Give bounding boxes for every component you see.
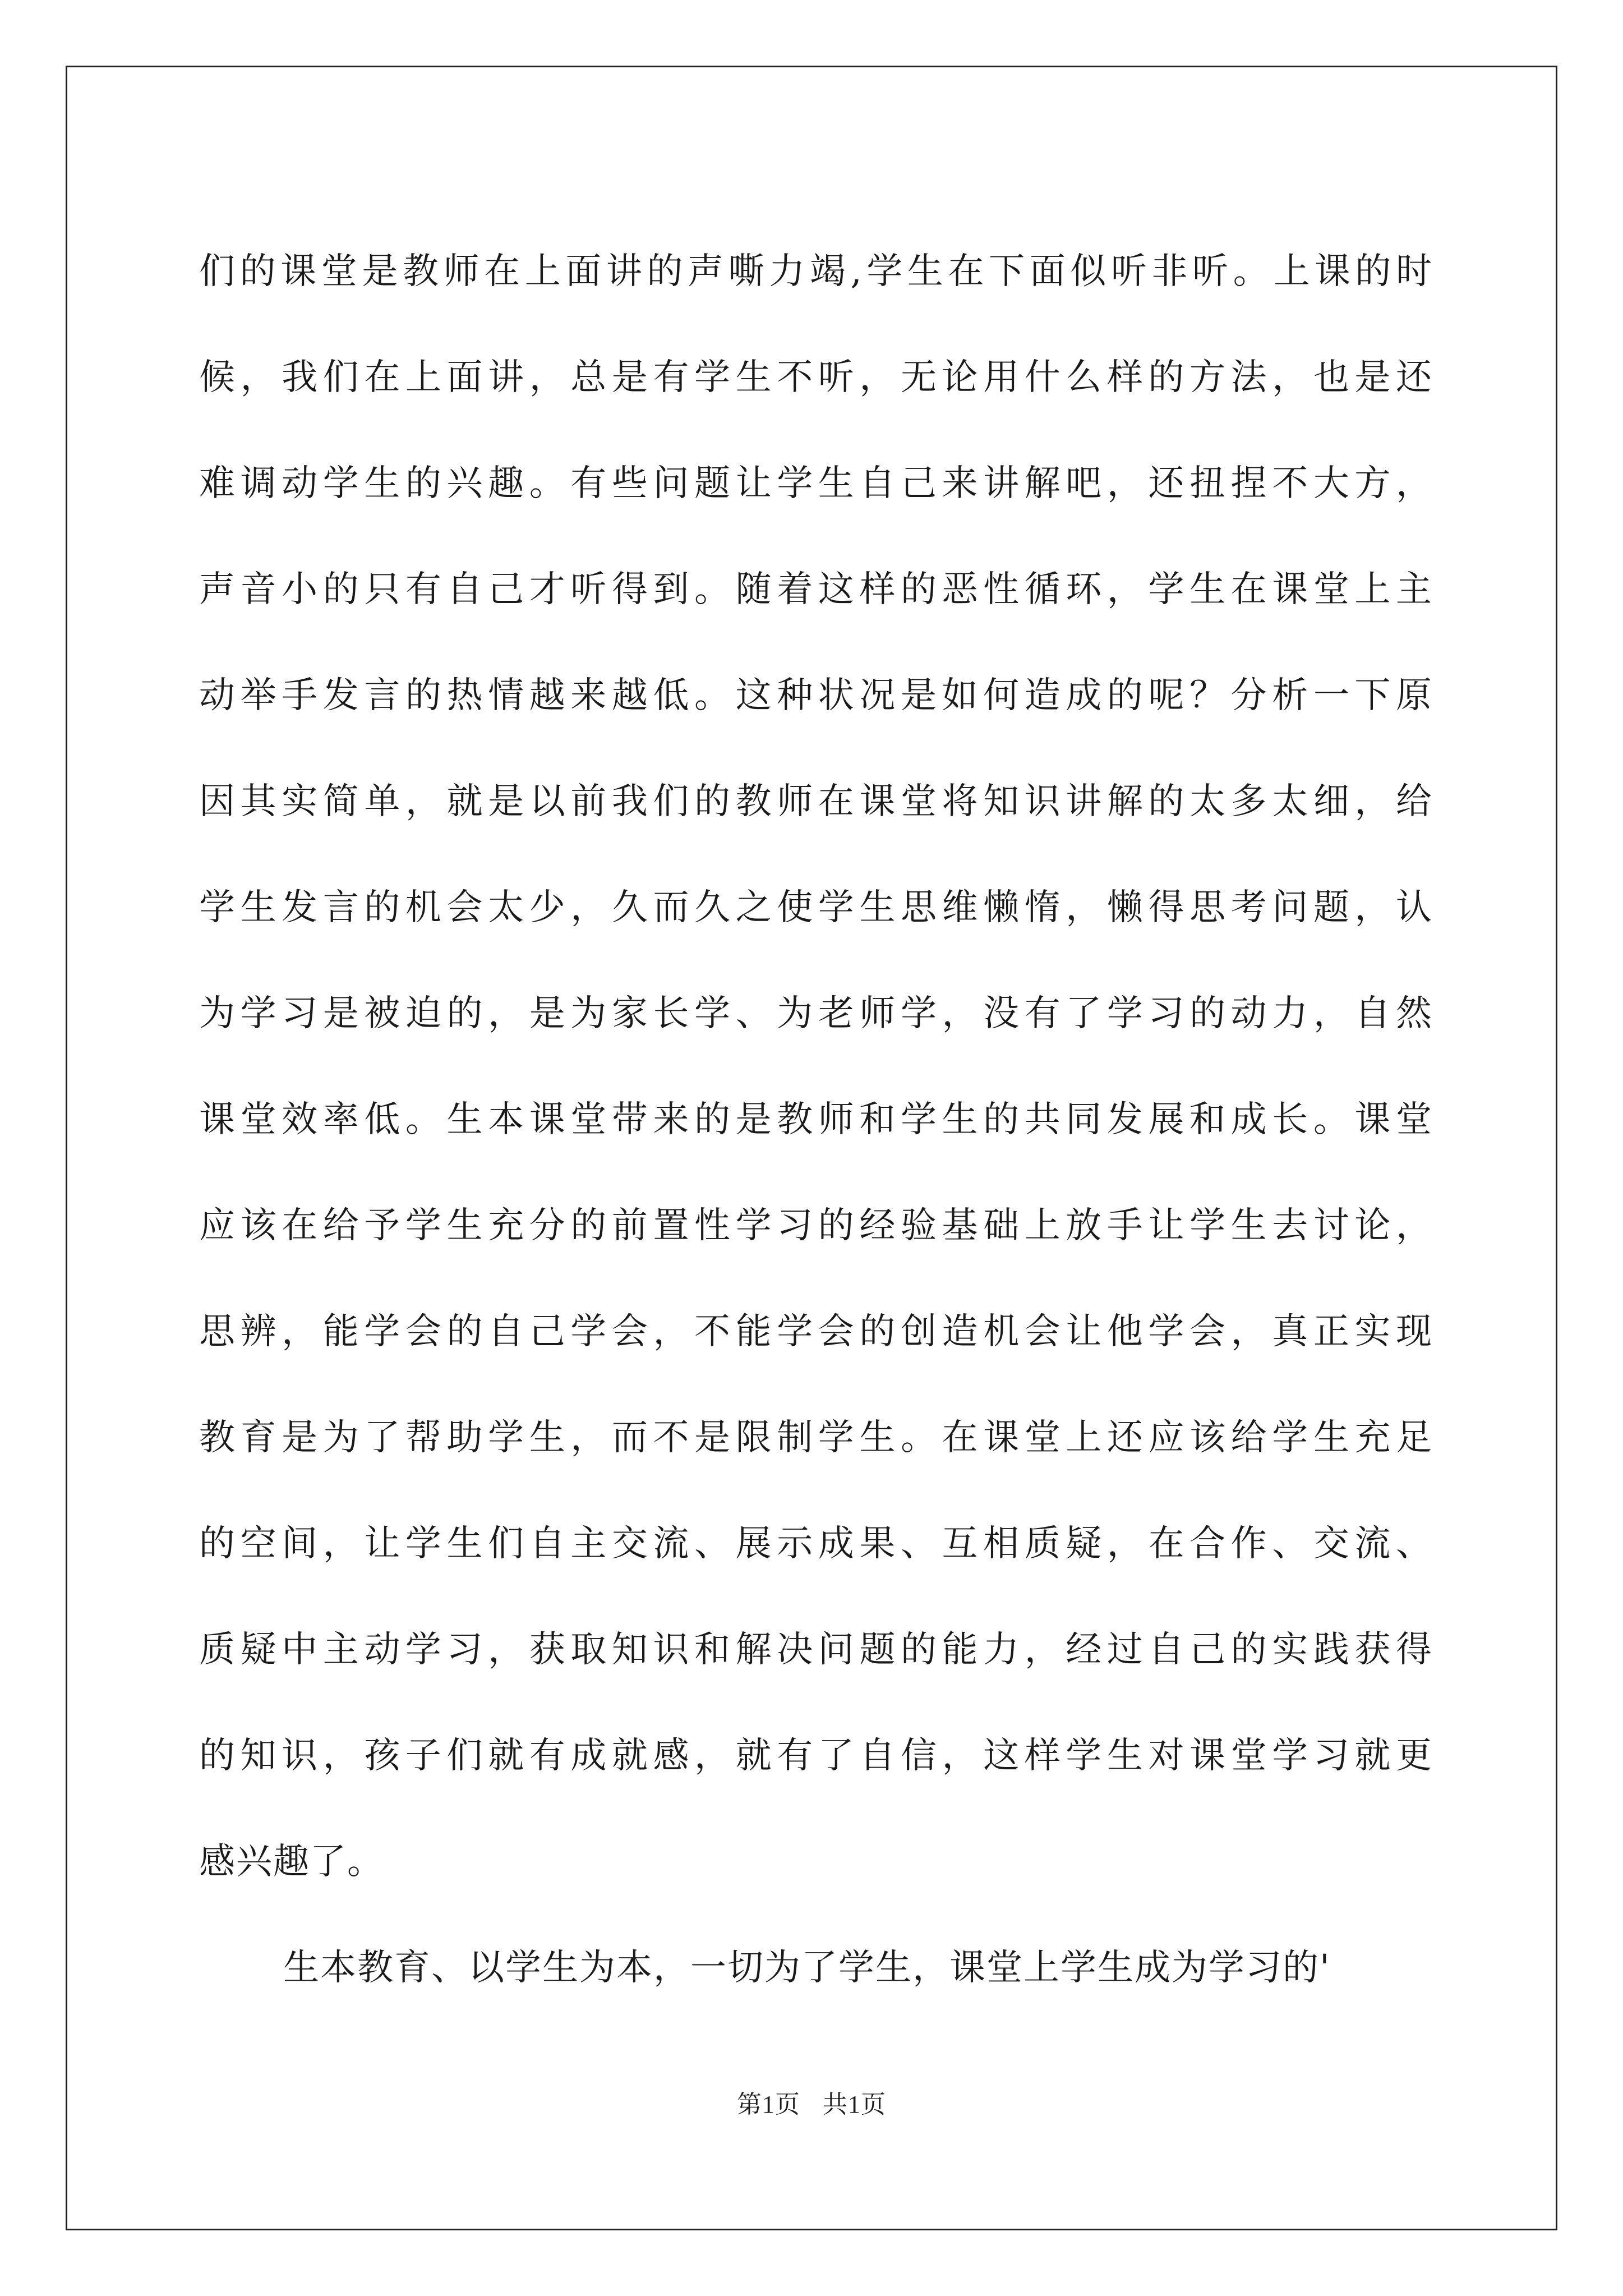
page-number: 第1页 [737, 2091, 800, 2118]
paragraph-line: 的知识，孩子们就有成就感，就有了自信，这样学生对课堂学习就更 [199, 1735, 1433, 1777]
document-body [199, 219, 1433, 2021]
paragraph-first-line: 生本教育、以学生为本，一切为了学生，课堂上学生成为学习的' [283, 1947, 1331, 1989]
page-total: 共1页 [823, 2091, 886, 2118]
paragraph-line: 为学习是被迫的，是为家长学、为老师学，没有了学习的动力，自然 [199, 993, 1433, 1034]
paragraph-line: 因其实简单，就是以前我们的教师在课堂将知识讲解的太多太细，给 [199, 781, 1433, 822]
paragraph-line: 声音小的只有自己才听得到。随着这样的恶性循环，学生在课堂上主 [199, 569, 1433, 610]
paragraph-line: 们的课堂是教师在上面讲的声嘶力竭,学生在下面似听非听。上课的时 [199, 251, 1433, 292]
paragraph-line: 的空间，让学生们自主交流、展示成果、互相质疑，在合作、交流、 [199, 1523, 1433, 1565]
paragraph-line: 思辨，能学会的自己学会，不能学会的创造机会让他学会，真正实现 [199, 1311, 1433, 1352]
paragraph-line: 候，我们在上面讲，总是有学生不听，无论用什么样的方法，也是还 [199, 357, 1433, 398]
paragraph-line: 课堂效率低。生本课堂带来的是教师和学生的共同发展和成长。课堂 [199, 1099, 1433, 1140]
paragraph-line: 教育是为了帮助学生，而不是限制学生。在课堂上还应该给学生充足 [199, 1417, 1433, 1458]
paragraph-line: 感兴趣了。 [199, 1841, 384, 1883]
paragraph-line: 难调动学生的兴趣。有些问题让学生自己来讲解吧，还扭捏不大方， [199, 463, 1433, 504]
paragraph-line: 学生发言的机会太少，久而久之使学生思维懒惰，懒得思考问题，认 [199, 887, 1433, 928]
page-footer [0, 2084, 1623, 2120]
paragraph-line: 质疑中主动学习，获取知识和解决问题的能力，经过自己的实践获得 [199, 1629, 1433, 1671]
paragraph-line: 应该在给予学生充分的前置性学习的经验基础上放手让学生去讨论， [199, 1205, 1433, 1246]
paragraph-line: 动举手发言的热情越来越低。这种状况是如何造成的呢？分析一下原 [199, 675, 1433, 716]
